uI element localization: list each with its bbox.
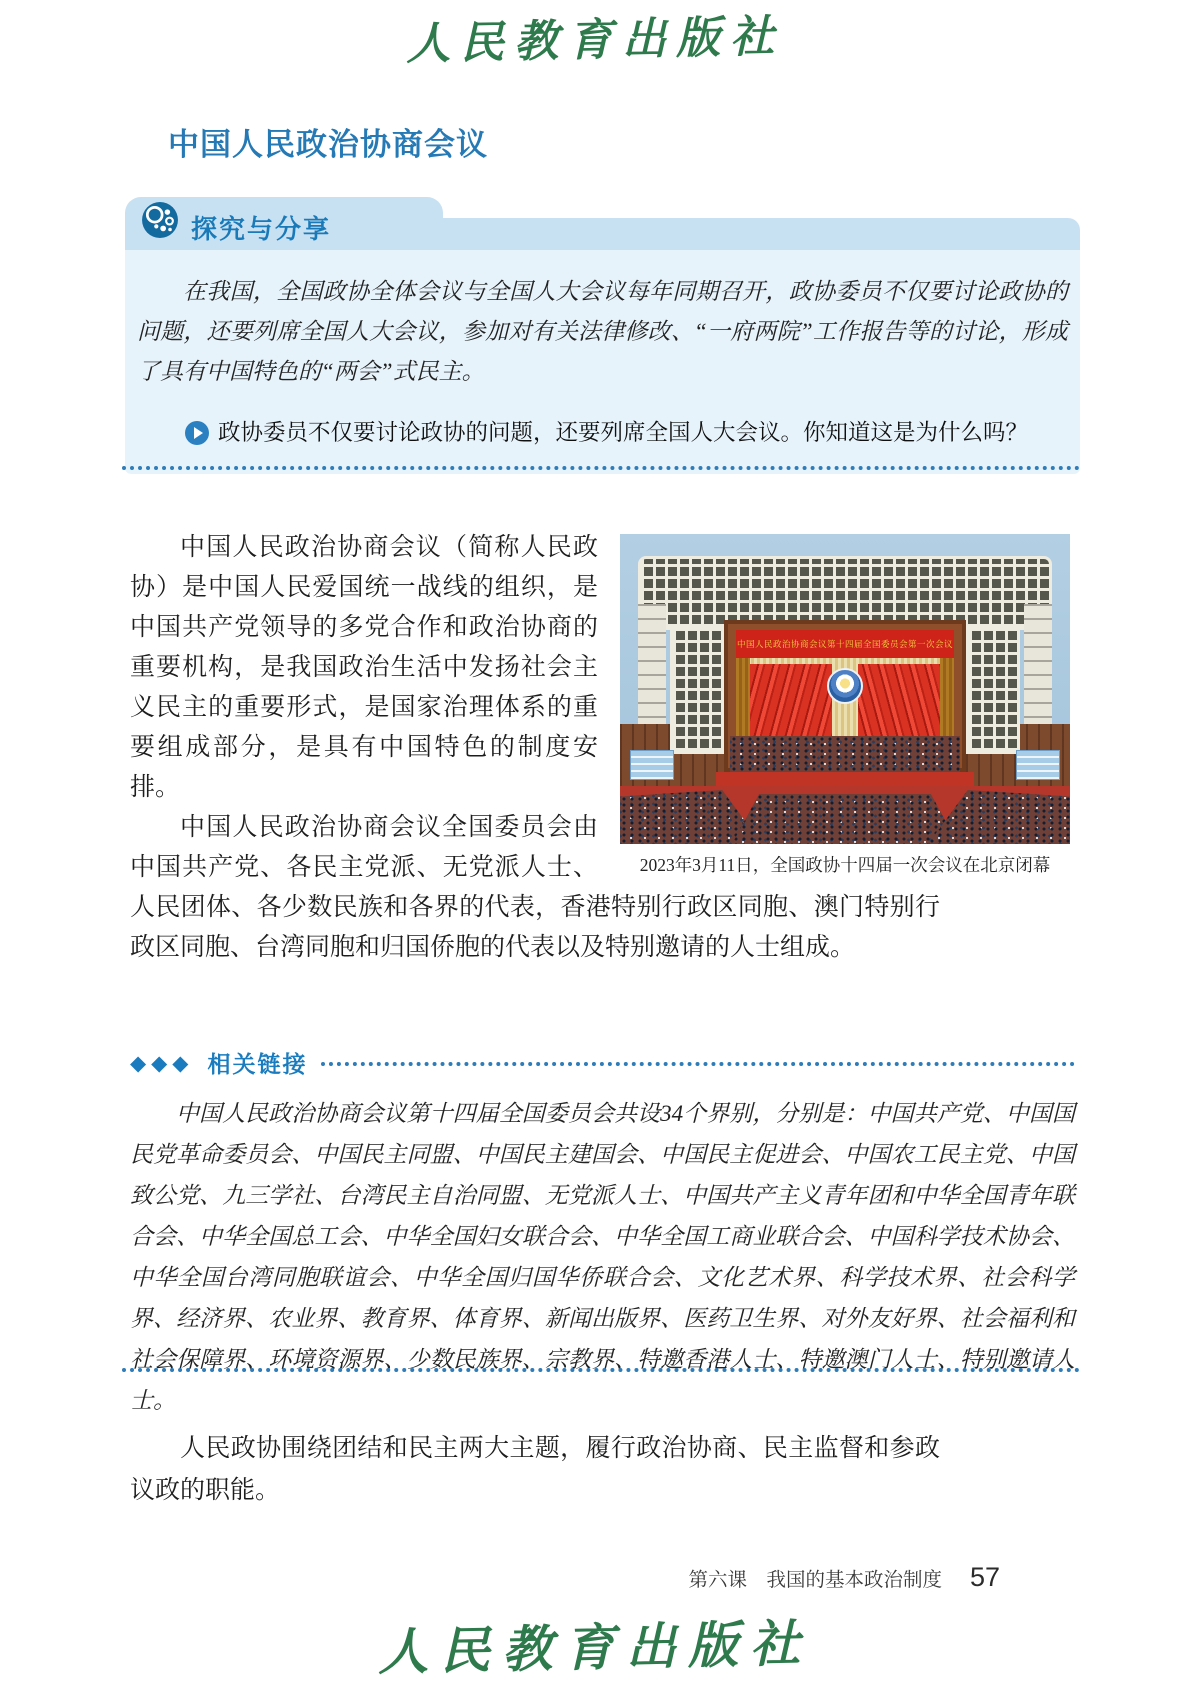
footer-page-number: 57 xyxy=(969,1562,1000,1592)
explore-share-paragraph: 在我国，全国政协全体会议与全国人大会议每年同期召开，政协委员不仅要讨论政协的问题，还要列席全国人大会议，参加对有关法律修改、“一府两院”工作报告等的讨论，形成了具有中国特色的“两会”式民主。 xyxy=(137,279,1068,384)
photo-wall-screen-right xyxy=(1016,750,1060,780)
body-paragraph-2: 中国人民政治协商会议全国委员会由中国共产党、各民主党派、无党派人士、人民团体、各少数民族和各界的代表，香港特别行政区同胞、澳门特别行政区同胞、台湾同胞和归国侨胞的代表以及特别邀请的人士组成。 xyxy=(130,814,940,961)
dotted-separator-top xyxy=(122,466,1080,470)
meeting-photo-figure xyxy=(620,534,1070,876)
page-footer xyxy=(0,1562,1000,1593)
body-text xyxy=(130,528,1051,968)
meeting-hall-photo xyxy=(620,534,1070,844)
explore-bubbles-icon xyxy=(141,201,179,239)
arrow-bullet-icon xyxy=(185,421,209,445)
photo-cppcc-emblem xyxy=(827,668,863,704)
explore-share-title: 探究与分享 xyxy=(191,214,332,244)
explore-share-header xyxy=(125,197,1080,250)
publisher-logo-top: 人民教育出版社 xyxy=(405,11,785,70)
photo-lattice-arch xyxy=(638,556,1052,630)
related-links-paragraph: 中国人民政治协商会议第十四届全国委员会共设34个界别，分别是：中国共产党、中国国民党革命委员会、中国民主同盟、中国民主建国会、中国民主促进会、中国农工民主党、中国致公党、九三学社、台湾民主自治同盟、无党派人士、中国共产主义青年团和中华全国青年联合会、中华全国总工会、中华全国妇女联合会、中华全国工商业联合会、中国科学技术协会、中华全国台湾同胞联谊会、中华全国归国华侨联合会、文化艺术界、科学技术界、社会科学界、经济界、农业界、教育界、体育界、新闻出版界、医药卫生界、对外友好界、社会福利和社会保障界、环境资源界、少数民族界、宗教界、特邀香港人士、特邀澳门人士、特别邀请人士。 xyxy=(130,1101,1075,1413)
photo-wall-screen-left xyxy=(630,750,674,780)
body-paragraph-1: 中国人民政治协商会议（简称人民政协）是中国人民爱国统一战线的组织，是中国共产党领导的多党合作和政治协商的重要机构，是我国政治生活中发扬社会主义民主的重要形式，是国家治理体系的重要组成部分，是具有中国特色的制度安排。 xyxy=(130,534,598,801)
related-links-title: 相关链接 xyxy=(207,1051,308,1077)
photo-curtain-left xyxy=(736,658,750,736)
dotted-separator-bottom xyxy=(122,1368,1080,1372)
photo-red-flags-left xyxy=(750,664,832,736)
explore-share-box xyxy=(125,197,1080,474)
photo-caption: 2023年3月11日，全国政协十四届一次会议在北京闭幕 xyxy=(639,855,1051,875)
page-title: 中国人民政治协商会议 xyxy=(168,126,488,162)
dotted-leader-line xyxy=(321,1062,1075,1066)
closing-paragraph-section xyxy=(130,1428,940,1512)
closing-paragraph: 人民政协围绕团结和民主两大主题，履行政治协商、民主监督和参政议政的职能。 xyxy=(130,1435,940,1504)
photo-lattice-left xyxy=(670,626,724,754)
related-links-section xyxy=(130,1046,1075,1421)
photo-curtain-right xyxy=(940,658,954,736)
explore-share-body xyxy=(125,250,1080,474)
photo-lattice-right xyxy=(966,626,1020,754)
publisher-logo-bottom: 人民教育出版社 xyxy=(377,1613,813,1682)
photo-audience-center xyxy=(732,794,958,844)
photo-rostrum-rows xyxy=(730,736,960,772)
photo-red-flags-right xyxy=(858,664,940,736)
footer-chapter-title: 第六课 我国的基本政治制度 xyxy=(688,1570,942,1591)
explore-share-question-row xyxy=(137,418,1068,448)
diamond-icons: ◆◆◆ xyxy=(130,1050,194,1075)
explore-share-question: 政协委员不仅要讨论政协的问题，还要列席全国人大会议。你知道这是为什么吗？ xyxy=(218,420,1029,445)
photo-stage-banner: 中国人民政治协商会议第十四届全国委员会第一次会议 xyxy=(736,630,954,658)
related-links-header xyxy=(130,1046,1075,1079)
